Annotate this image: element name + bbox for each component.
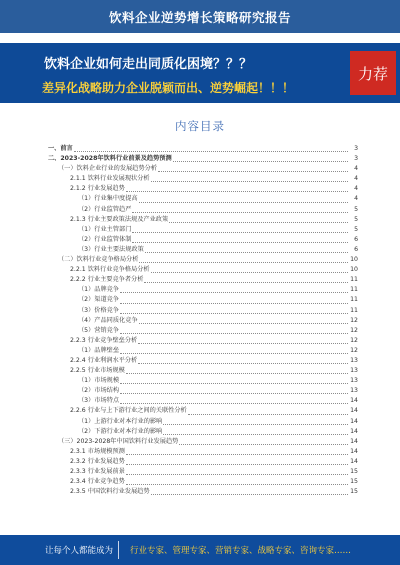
toc-page-number: 14 [350, 397, 358, 405]
toc-leader-dots [120, 285, 348, 293]
toc-entry-text: （4）产品同质化竞争 [78, 316, 138, 324]
toc-leader-dots [169, 215, 348, 223]
toc-page-number: 15 [350, 478, 358, 486]
toc-leader-dots [120, 306, 348, 314]
toc-page-number: 14 [350, 447, 358, 455]
toc-leader-dots [126, 366, 348, 374]
toc-page-number: 14 [350, 457, 358, 465]
toc-entry-text: （2）渠道竞争 [78, 296, 120, 304]
toc-leader-dots [151, 487, 348, 495]
toc-entry-text: （2）市场结构 [78, 387, 120, 395]
toc-entry-text: （2）行业监管趋严 [78, 205, 132, 213]
banner-headline: 饮料企业如何走出同质化困境？？？ [44, 57, 253, 72]
toc-entry-text: 2.3.2 行业发展趋势 [70, 457, 125, 465]
footer-expert-list: 行业专家、管理专家、营销专家、战略专家、咨询专家…… [130, 546, 352, 556]
toc-page-number: 11 [350, 306, 358, 314]
toc-entry[interactable] [48, 164, 358, 174]
toc-page-number: 14 [350, 417, 358, 425]
toc-page-number: 6 [354, 235, 358, 243]
toc-page-number: 10 [350, 266, 358, 274]
toc-entry[interactable] [48, 396, 358, 406]
toc-entry-text: 2.2.4 行业利润水平分析 [70, 356, 138, 364]
toc-page-number: 5 [354, 205, 358, 213]
toc-entry[interactable] [48, 346, 358, 356]
toc-page-number: 11 [350, 286, 358, 294]
toc-entry-text: 2.1.2 行业发展趋势 [70, 185, 125, 193]
toc-entry[interactable] [48, 477, 358, 487]
toc-entry[interactable] [48, 326, 358, 336]
toc-entry[interactable] [48, 356, 358, 366]
toc-leader-dots [120, 376, 348, 384]
toc-entry[interactable] [48, 406, 358, 416]
toc-leader-dots [132, 225, 348, 233]
toc-leader-dots [120, 386, 348, 394]
toc-entry-text: （二）饮料行业竞争格局分析 [58, 256, 139, 264]
toc-entry-text: 一、前言 [48, 145, 73, 152]
table-of-contents [48, 144, 358, 497]
toc-entry-text: 2.1.3 行业主要政策法规及产业政策 [70, 215, 169, 223]
toc-page-number: 6 [354, 245, 358, 253]
toc-leader-dots [126, 457, 348, 465]
toc-entry-text: 二、2023-2028年饮料行业前景及趋势预测 [48, 155, 172, 163]
toc-leader-dots [163, 417, 348, 425]
toc-entry-text: 2.2.2 行业主要竞争者分析 [70, 276, 144, 284]
toc-entry[interactable] [48, 306, 358, 316]
toc-leader-dots [132, 235, 348, 243]
toc-entry[interactable] [48, 255, 358, 265]
toc-leader-dots [120, 396, 348, 404]
toc-entry[interactable] [48, 457, 358, 467]
toc-page-number: 5 [354, 215, 358, 223]
promo-banner [0, 43, 400, 103]
toc-page-number: 3 [354, 145, 358, 152]
toc-page-number: 14 [350, 427, 358, 435]
toc-entry[interactable] [48, 285, 358, 295]
toc-leader-dots [132, 205, 348, 213]
toc-entry-text: （1）品牌壁垒 [78, 346, 120, 354]
toc-entry[interactable] [48, 215, 358, 225]
toc-leader-dots [151, 174, 348, 182]
toc-page-number: 15 [350, 488, 358, 496]
toc-page-number: 3 [354, 155, 358, 163]
toc-entry[interactable] [48, 184, 358, 194]
toc-leader-dots [126, 184, 348, 192]
toc-entry-text: （2）下游行业对本行业的影响 [78, 427, 163, 435]
toc-page-number: 14 [350, 437, 358, 445]
toc-leader-dots [163, 427, 348, 435]
toc-entry-text: 2.2.5 行业市场规模 [70, 367, 125, 375]
toc-page-number: 14 [350, 407, 358, 415]
toc-entry-text: 2.2.6 行业与上下游行业之间的关联性分析 [70, 407, 187, 415]
report-title: 饮料企业逆势增长策略研究报告 [108, 9, 291, 25]
toc-entry-text: 2.2.1 饮料行业竞争格局分析 [70, 266, 150, 274]
toc-entry[interactable] [48, 427, 358, 437]
toc-entry[interactable] [48, 295, 358, 305]
toc-page-number: 13 [350, 356, 358, 364]
toc-leader-dots [120, 296, 348, 304]
toc-entry-text: （1）行业主管部门 [78, 225, 132, 233]
toc-page-number: 12 [350, 316, 358, 324]
toc-entry[interactable] [48, 366, 358, 376]
toc-page-number: 12 [350, 346, 358, 354]
toc-entry-text: （一）饮料企业行业的发展趋势分析 [58, 165, 157, 173]
toc-entry-text: 2.1.1 饮料行业发展现状分析 [70, 175, 150, 183]
toc-entry-text: 2.3.3 行业发展前景 [70, 468, 125, 475]
toc-leader-dots [173, 154, 348, 162]
toc-page-number: 13 [350, 367, 358, 375]
toc-page-number: 13 [350, 387, 358, 395]
toc-entry[interactable] [48, 467, 358, 477]
toc-leader-dots [126, 447, 348, 455]
toc-entry[interactable] [48, 386, 358, 396]
toc-leader-dots [179, 437, 348, 445]
toc-page-number: 13 [350, 377, 358, 385]
toc-leader-dots [126, 467, 348, 475]
toc-entry-text: 2.2.3 行业竞争壁垒分析 [70, 336, 138, 344]
toc-page-number: 12 [350, 326, 358, 334]
toc-entry-text: （1）品牌竞争 [78, 286, 120, 294]
toc-entry-text: （5）营销竞争 [78, 326, 120, 334]
toc-entry[interactable] [48, 154, 358, 164]
toc-page-number: 5 [354, 225, 358, 233]
footer-slogan: 让每个人都能成为 [45, 546, 114, 556]
toc-entry[interactable] [48, 275, 358, 285]
toc-page-number: 4 [354, 195, 358, 203]
toc-page-number: 11 [350, 296, 358, 304]
toc-leader-dots [139, 255, 348, 263]
toc-leader-dots [139, 316, 348, 324]
toc-entry[interactable] [48, 447, 358, 457]
toc-page-number: 10 [350, 256, 358, 264]
report-header [0, 0, 400, 33]
toc-entry-text: （2）行业监管体制 [78, 235, 132, 243]
toc-leader-dots [139, 195, 348, 203]
toc-entry[interactable] [48, 417, 358, 427]
toc-leader-dots [145, 245, 348, 253]
toc-leader-dots [120, 346, 348, 354]
toc-leader-dots [144, 275, 348, 283]
footer-bar [0, 535, 400, 565]
toc-entry-text: （3）行业主要法规政策 [78, 245, 144, 253]
toc-entry-text: （三）2023-2028年中国饮料行业发展趋势 [58, 437, 179, 445]
toc-entry-text: 2.3.4 行业竞争趋势 [70, 478, 125, 486]
toc-entry-text: （3）市场特点 [78, 397, 120, 405]
toc-entry[interactable] [48, 336, 358, 346]
toc-leader-dots [74, 144, 348, 152]
toc-leader-dots [151, 265, 348, 273]
toc-entry[interactable] [48, 487, 358, 497]
toc-entry[interactable] [48, 225, 358, 235]
toc-entry-text: （3）价格竞争 [78, 306, 120, 314]
toc-entry[interactable] [48, 205, 358, 215]
toc-leader-dots [158, 164, 348, 172]
toc-entry[interactable] [48, 194, 358, 204]
toc-leader-dots [138, 356, 348, 364]
toc-entry[interactable] [48, 265, 358, 275]
toc-entry-text: 2.3.5 中国饮料行业发展趋势 [70, 488, 150, 496]
toc-leader-dots [188, 407, 348, 415]
toc-leader-dots [120, 326, 348, 334]
toc-entry-text: 2.3.1 市场规模预测 [70, 447, 125, 455]
toc-entry[interactable] [48, 376, 358, 386]
toc-entry[interactable] [48, 235, 358, 245]
toc-entry-text: （1）行业集中度提高 [78, 195, 138, 203]
toc-entry[interactable] [48, 245, 358, 255]
toc-leader-dots [126, 477, 348, 485]
toc-entry[interactable] [48, 437, 358, 447]
toc-entry[interactable] [48, 174, 358, 184]
toc-page-number: 4 [354, 185, 358, 193]
toc-page-number: 15 [350, 468, 358, 475]
banner-subline: 差异化战略助力企业脱颖而出、逆势崛起！！！ [42, 81, 295, 95]
toc-page-number: 4 [354, 175, 358, 183]
toc-entry-text: （1）上游行业对本行业的影响 [78, 417, 163, 425]
toc-leader-dots [138, 336, 348, 344]
toc-page-number: 12 [350, 336, 358, 344]
footer-divider [118, 541, 119, 559]
toc-entry[interactable] [48, 144, 358, 154]
recommend-badge: 力荐 [350, 51, 396, 95]
toc-title: 内容目录 [175, 119, 225, 133]
toc-entry-text: （1）市场规模 [78, 377, 120, 385]
toc-entry[interactable] [48, 316, 358, 326]
toc-page-number: 11 [350, 276, 358, 284]
toc-page-number: 4 [354, 165, 358, 173]
